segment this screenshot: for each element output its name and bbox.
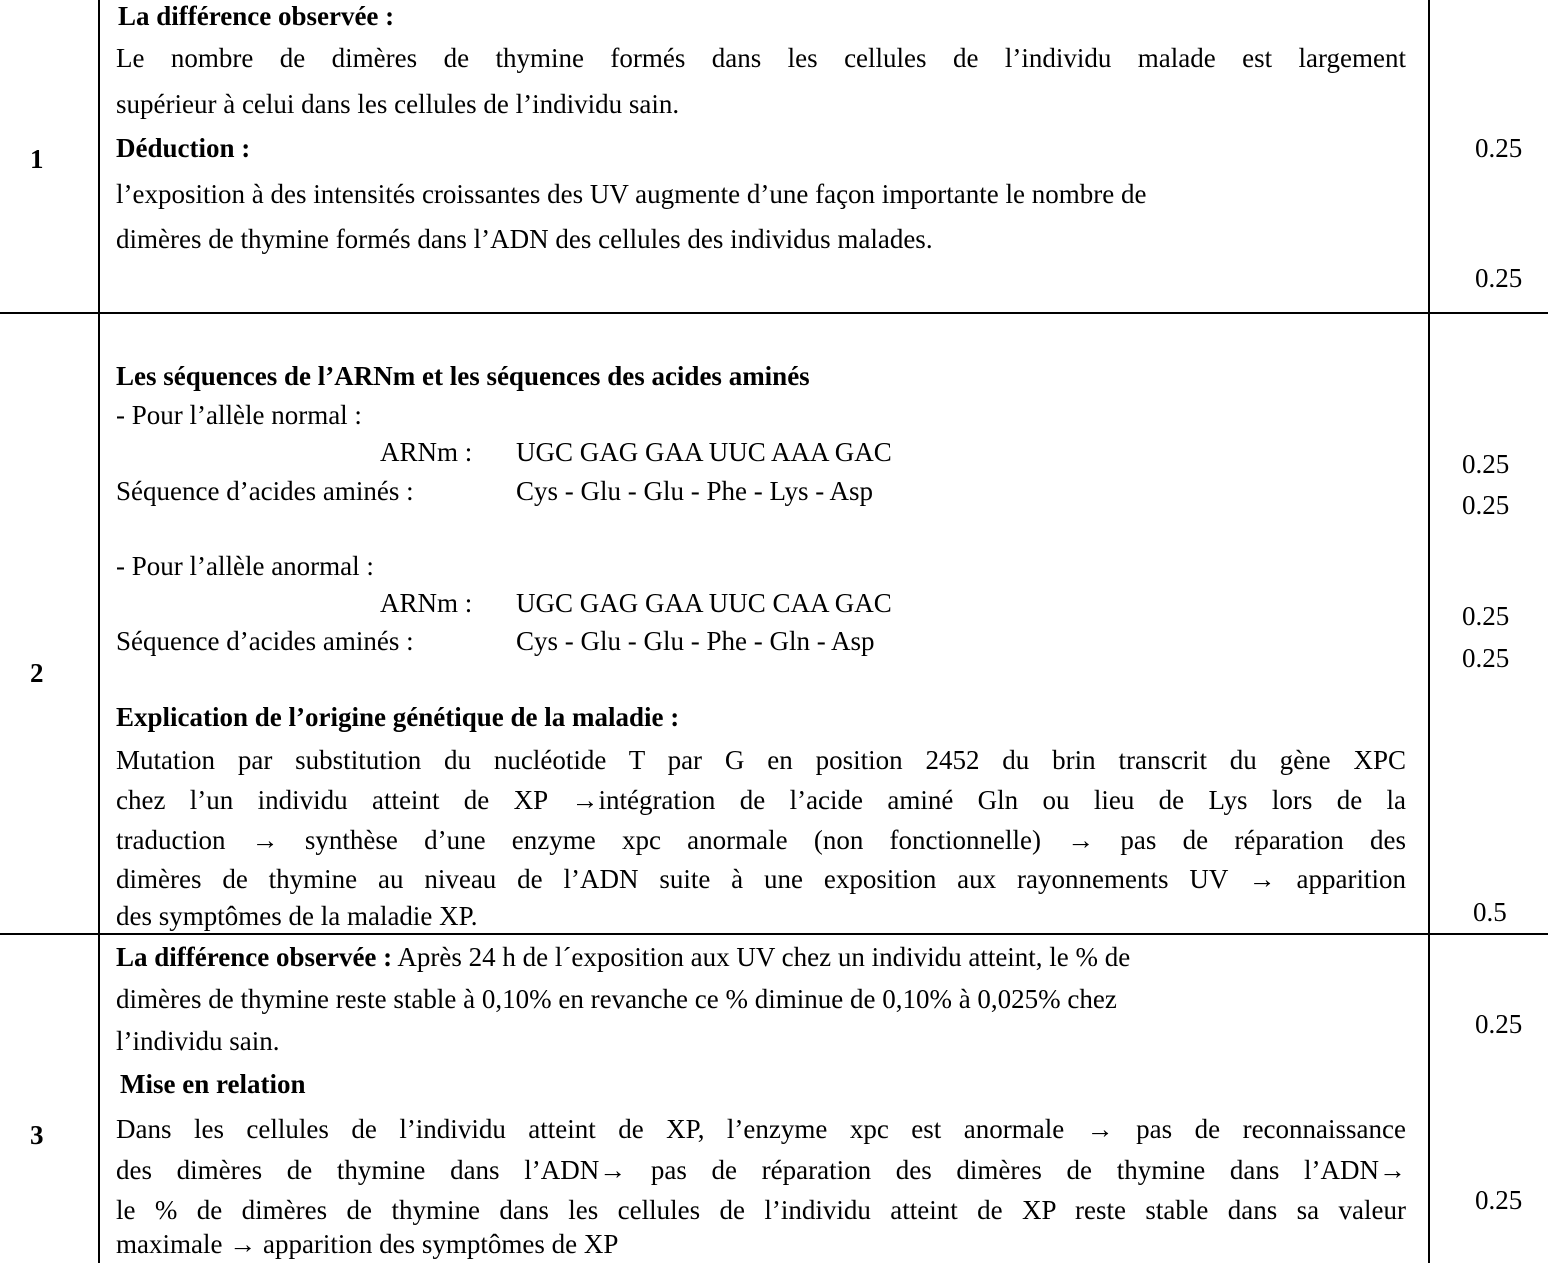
points-value: 0.25 — [1462, 643, 1510, 673]
paragraph-line: traduction → synthèse d’une enzyme xpc anormale (non fonctionnelle) → pas de réparation des — [116, 825, 1406, 855]
amino-acid-label: Séquence d’acides aminés : — [116, 626, 414, 656]
amino-acid-sequence: Cys - Glu - Glu - Phe - Lys - Asp — [516, 476, 873, 506]
points-value: 0.25 — [1462, 449, 1510, 479]
paragraph-line: le % de dimères de thymine dans les cellules de l’individu atteint de XP reste stable dans sa valeur — [116, 1195, 1406, 1225]
paragraph-line: supérieur à celui dans les cellules de l’individu sain. — [116, 89, 680, 119]
paragraph-line: l’exposition à des intensités croissantes des UV augmente d’une façon importante le nombre de — [116, 179, 1147, 209]
section-heading: Explication de l’origine génétique de la maladie : — [116, 702, 680, 732]
column-divider-left — [98, 0, 100, 1263]
column-divider-right — [1428, 0, 1430, 1263]
section-heading: Déduction : — [116, 133, 251, 163]
points-value: 0.25 — [1475, 1009, 1523, 1039]
paragraph-text: Après 24 h de l´exposition aux UV chez un individu atteint, le % de — [392, 942, 1131, 972]
paragraph-line: Dans les cellules de l’individu atteint de XP, l’enzyme xpc est anormale → pas de reconnaissance — [116, 1114, 1406, 1144]
amino-acid-label: Séquence d’acides aminés : — [116, 476, 414, 506]
paragraph-line: dimères de thymine au niveau de l’ADN suite à une exposition aux rayonnements UV → apparition — [116, 864, 1406, 894]
paragraph-line — [116, 939, 1130, 975]
paragraph-line: dimères de thymine reste stable à 0,10% en revanche ce % diminue de 0,10% à 0,025% chez — [116, 984, 1117, 1014]
question-number: 3 — [30, 1120, 44, 1150]
arnm-sequence: UGC GAG GAA UUC CAA GAC — [516, 588, 892, 618]
allele-abnormal-label: - Pour l’allèle anormal : — [116, 551, 374, 581]
points-value: 0.25 — [1475, 263, 1523, 293]
arnm-sequence: UGC GAG GAA UUC AAA GAC — [516, 437, 892, 467]
amino-acid-sequence: Cys - Glu - Glu - Phe - Gln - Asp — [516, 626, 875, 656]
row-divider-1 — [0, 312, 1548, 314]
arnm-label: ARNm : — [380, 437, 473, 467]
paragraph-line: l’individu sain. — [116, 1026, 280, 1056]
points-value: 0.5 — [1473, 897, 1507, 927]
paragraph-line: des dimères de thymine dans l’ADN→ pas de réparation des dimères de thymine dans l’ADN→ — [116, 1155, 1406, 1185]
question-number: 2 — [30, 658, 44, 688]
section-heading: La différence observée : — [118, 1, 395, 31]
section-heading: Mise en relation — [120, 1069, 306, 1099]
paragraph-line: des symptômes de la maladie XP. — [116, 901, 478, 931]
allele-normal-label: - Pour l’allèle normal : — [116, 400, 362, 430]
paragraph-line: dimères de thymine formés dans l’ADN des cellules des individus malades. — [116, 224, 933, 254]
paragraph-line: chez l’un individu atteint de XP →intégration de l’acide aminé Gln ou lieu de Lys lors de la — [116, 785, 1406, 815]
section-heading: Les séquences de l’ARNm et les séquences des acides aminés — [116, 361, 810, 391]
arnm-label: ARNm : — [380, 588, 473, 618]
section-heading: La différence observée : — [116, 942, 393, 972]
points-value: 0.25 — [1475, 1185, 1523, 1215]
points-value: 0.25 — [1462, 490, 1510, 520]
paragraph-line: Le nombre de dimères de thymine formés dans les cellules de l’individu malade est largement — [116, 43, 1406, 73]
points-value: 0.25 — [1475, 133, 1523, 163]
question-number: 1 — [30, 144, 44, 174]
paragraph-line: maximale → apparition des symptômes de XP — [116, 1229, 619, 1259]
points-value: 0.25 — [1462, 601, 1510, 631]
paragraph-line: Mutation par substitution du nucléotide T par G en position 2452 du brin transcrit du gène XPC — [116, 745, 1406, 775]
